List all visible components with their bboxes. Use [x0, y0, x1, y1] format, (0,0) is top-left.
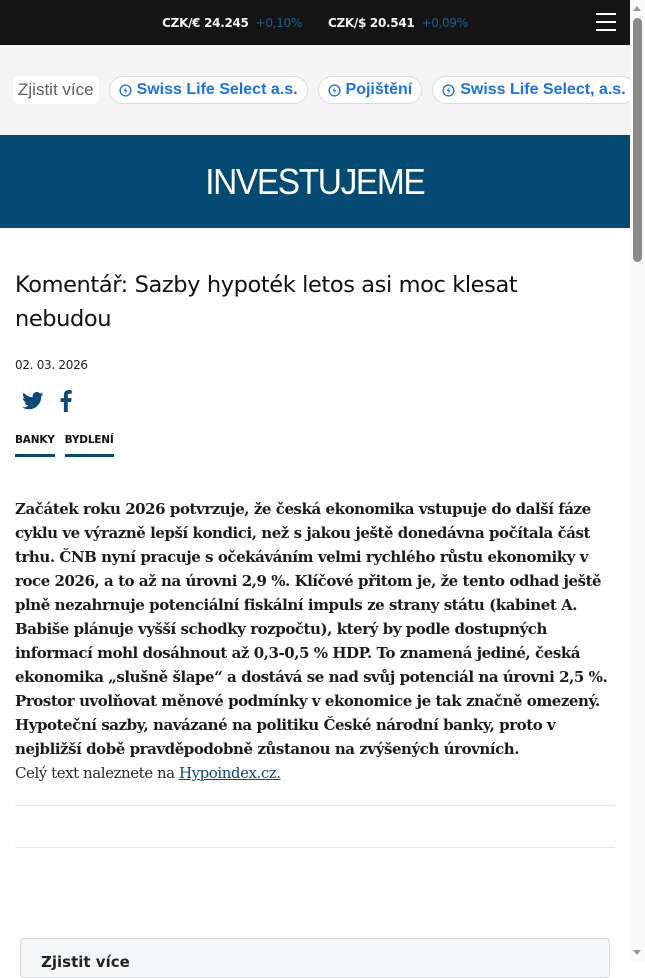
chip-label: Swiss Life Select, a.s. — [460, 81, 626, 98]
brand-banner[interactable] — [0, 135, 630, 228]
ticker-pair: CZK/$ 20.541 — [328, 15, 415, 30]
brand-logo[interactable]: INVESTUJEME — [205, 160, 425, 202]
article-title: Komentář: Sazby hypoték letos asi moc klesat nebudou — [15, 272, 518, 332]
chip-swiss-life-select-as[interactable] — [432, 76, 635, 104]
facebook-icon[interactable] — [60, 390, 72, 412]
chip-pojisteni[interactable] — [318, 76, 423, 104]
topic-chips-bar — [0, 45, 630, 135]
hamburger-menu-icon[interactable] — [596, 13, 616, 31]
article-date: 02. 03. 2026 — [15, 358, 88, 372]
vertical-scrollbar[interactable] — [630, 0, 645, 961]
more-info-box — [20, 938, 610, 978]
twitter-icon[interactable] — [22, 392, 44, 410]
divider — [15, 805, 615, 806]
article-tags — [15, 434, 615, 457]
tag-bydleni[interactable]: BYDLENÍ — [65, 434, 114, 457]
chips-label: Zjistit více — [13, 76, 99, 104]
bolt-circle-icon — [328, 84, 341, 97]
article-body: Začátek roku 2026 potvrzuje, že česká ekonomika vstupuje do další fáze cyklu ve výrazně lepší kondici, než s jakou ještě donedávna počítala část trhu. ČNB nyní pracuje s očekáváním velmi rychlého růstu ekonomiky v roce 2026, a to až na úrovni 2,9 %. Klíčové přitom je, že tento odhad ještě plně nezahrnuje potenciální fiskální impuls ze strany státu (kabinet A. Babiše plánuje vyšší schodky rozpočtu), který by podle dostupných informací mohl dosáhnout až 0,3-0,5 % HDP. To znamená jediné, česká ekonomika „slušně šlape“ a dostává se nad svůj potenciál na úrovni 2,5 %. Prostor uvolňovat měnové podmínky v ekonomice je tak značně omezený. Hypoteční sazby, navázané na politiku České národní banky, proto v nejbližší době pravděpodobně zůstanou na zvýšených úrovních. — [15, 500, 608, 758]
chip-label: Swiss Life Select a.s. — [136, 81, 298, 98]
scroll-down-arrow-icon[interactable] — [633, 950, 641, 955]
source-prefix: Celý text naleznete na — [15, 764, 179, 782]
tag-banky[interactable]: BANKY — [15, 434, 55, 457]
article — [0, 228, 630, 457]
hypoindex-link[interactable]: Hypoindex.cz. — [178, 764, 281, 782]
more-info-title: Zjistit více — [41, 953, 130, 971]
ticker-item-usd — [328, 16, 468, 30]
social-share — [15, 386, 615, 416]
chip-label: Pojištění — [345, 81, 413, 98]
divider — [15, 847, 615, 848]
bolt-circle-icon — [442, 84, 455, 97]
scrollbar-thumb[interactable] — [633, 18, 642, 262]
chip-swiss-life-select[interactable] — [109, 76, 308, 104]
ticker-change: +0,10% — [255, 15, 302, 30]
scroll-up-arrow-icon[interactable] — [633, 6, 641, 11]
ticker-item-eur — [162, 16, 302, 30]
ticker-change: +0,09% — [421, 15, 468, 30]
currency-ticker-bar — [0, 0, 630, 45]
ticker-items — [162, 16, 468, 30]
article-source-line — [0, 761, 630, 785]
ticker-pair: CZK/€ 24.245 — [162, 15, 249, 30]
bolt-circle-icon — [119, 84, 132, 97]
